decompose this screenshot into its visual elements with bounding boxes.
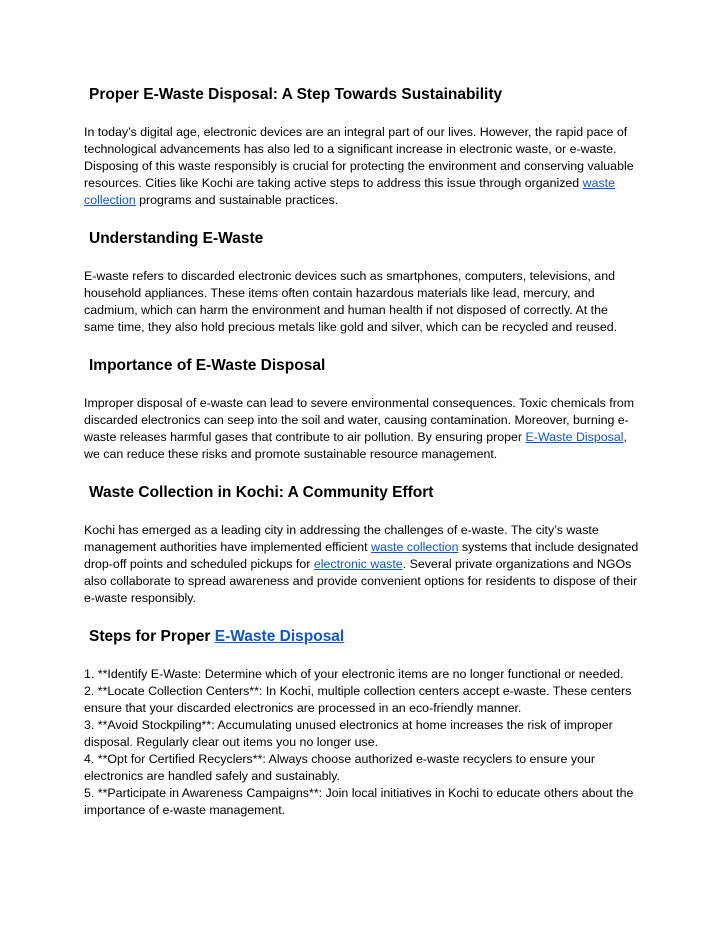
waste-collection-link[interactable]: waste collection (84, 176, 616, 207)
step-item: 5. **Participate in Awareness Campaigns**: Join local initiatives in Kochi to educate others about the importance of e-waste management. (84, 786, 634, 817)
steps-heading-text: Steps for Proper (89, 628, 215, 645)
section-heading-importance: Importance of E-Waste Disposal (89, 357, 326, 374)
section-heading-kochi: Waste Collection in Kochi: A Community Effort (89, 484, 434, 501)
importance-text-end: , we can reduce these risks and promote sustainable resource management. (84, 430, 627, 461)
step-item: 4. **Opt for Certified Recyclers**: Always choose authorized e-waste recyclers to ensure your electronics are handled safely and sustainably. (84, 752, 595, 783)
page-title: Proper E-Waste Disposal: A Step Towards Sustainability (89, 86, 503, 103)
step-item: 3. **Avoid Stockpiling**: Accumulating unused electronics at home increases the risk of improper disposal. Regularly clear out items you no longer use. (84, 718, 613, 749)
importance-text: Improper disposal of e-waste can lead to severe environmental consequences. Toxic chemicals from discarded electronics can seep into the soil and water, causing contamination. Moreover, burning e-waste releases harmful gases that contribute to air pollution. By ensuring proper (84, 396, 635, 444)
intro-paragraph (84, 124, 640, 209)
section-heading-understanding: Understanding E-Waste (89, 230, 264, 247)
intro-text: In today’s digital age, electronic devices are an integral part of our lives. However, the rapid pace of technological advancements has also led to a significant increase in electronic waste, or e-waste. Disposing of this waste responsibly is crucial for protecting the environment and conserving valuable resources. Cities like Kochi are taking active steps to address this issue through organized (84, 125, 634, 190)
importance-paragraph (84, 395, 640, 463)
e-waste-disposal-link[interactable]: E-Waste Disposal (525, 430, 624, 444)
steps-e-waste-disposal-link[interactable]: E-Waste Disposal (214, 628, 345, 645)
steps-list (84, 666, 640, 819)
kochi-waste-collection-link[interactable]: waste collection (371, 540, 459, 554)
kochi-text-3: . Several private organizations and NGOs also collaborate to spread awareness and provide convenient options for residents to dispose of their e-waste responsibly. (84, 557, 638, 605)
kochi-text-1: Kochi has emerged as a leading city in addressing the challenges of e-waste. The city’s waste management authorities have implemented efficient (84, 523, 599, 554)
kochi-paragraph (84, 522, 640, 607)
document-body (84, 86, 640, 819)
understanding-paragraph: E-waste refers to discarded electronic devices such as smartphones, computers, televisions, and household appliances. These items often contain hazardous materials like lead, mercury, and cadmium, which can harm the environment and human health if not disposed of correctly. At the same time, they also hold precious metals like gold and silver, which can be recycled and reused. (84, 269, 618, 334)
intro-text-end: programs and sustainable practices. (135, 193, 339, 207)
step-item: 1. **Identify E-Waste: Determine which of your electronic items are no longer functional or needed. (84, 667, 624, 681)
section-heading-steps (89, 628, 640, 646)
electronic-waste-link[interactable]: electronic waste (313, 557, 403, 571)
kochi-text-2: systems that include designated drop-off points and scheduled pickups for (84, 540, 639, 571)
step-item: 2. **Locate Collection Centers**: In Kochi, multiple collection centers accept e-waste. These centers ensure that your discarded electronics are processed in an eco-friendly manner. (84, 684, 632, 715)
